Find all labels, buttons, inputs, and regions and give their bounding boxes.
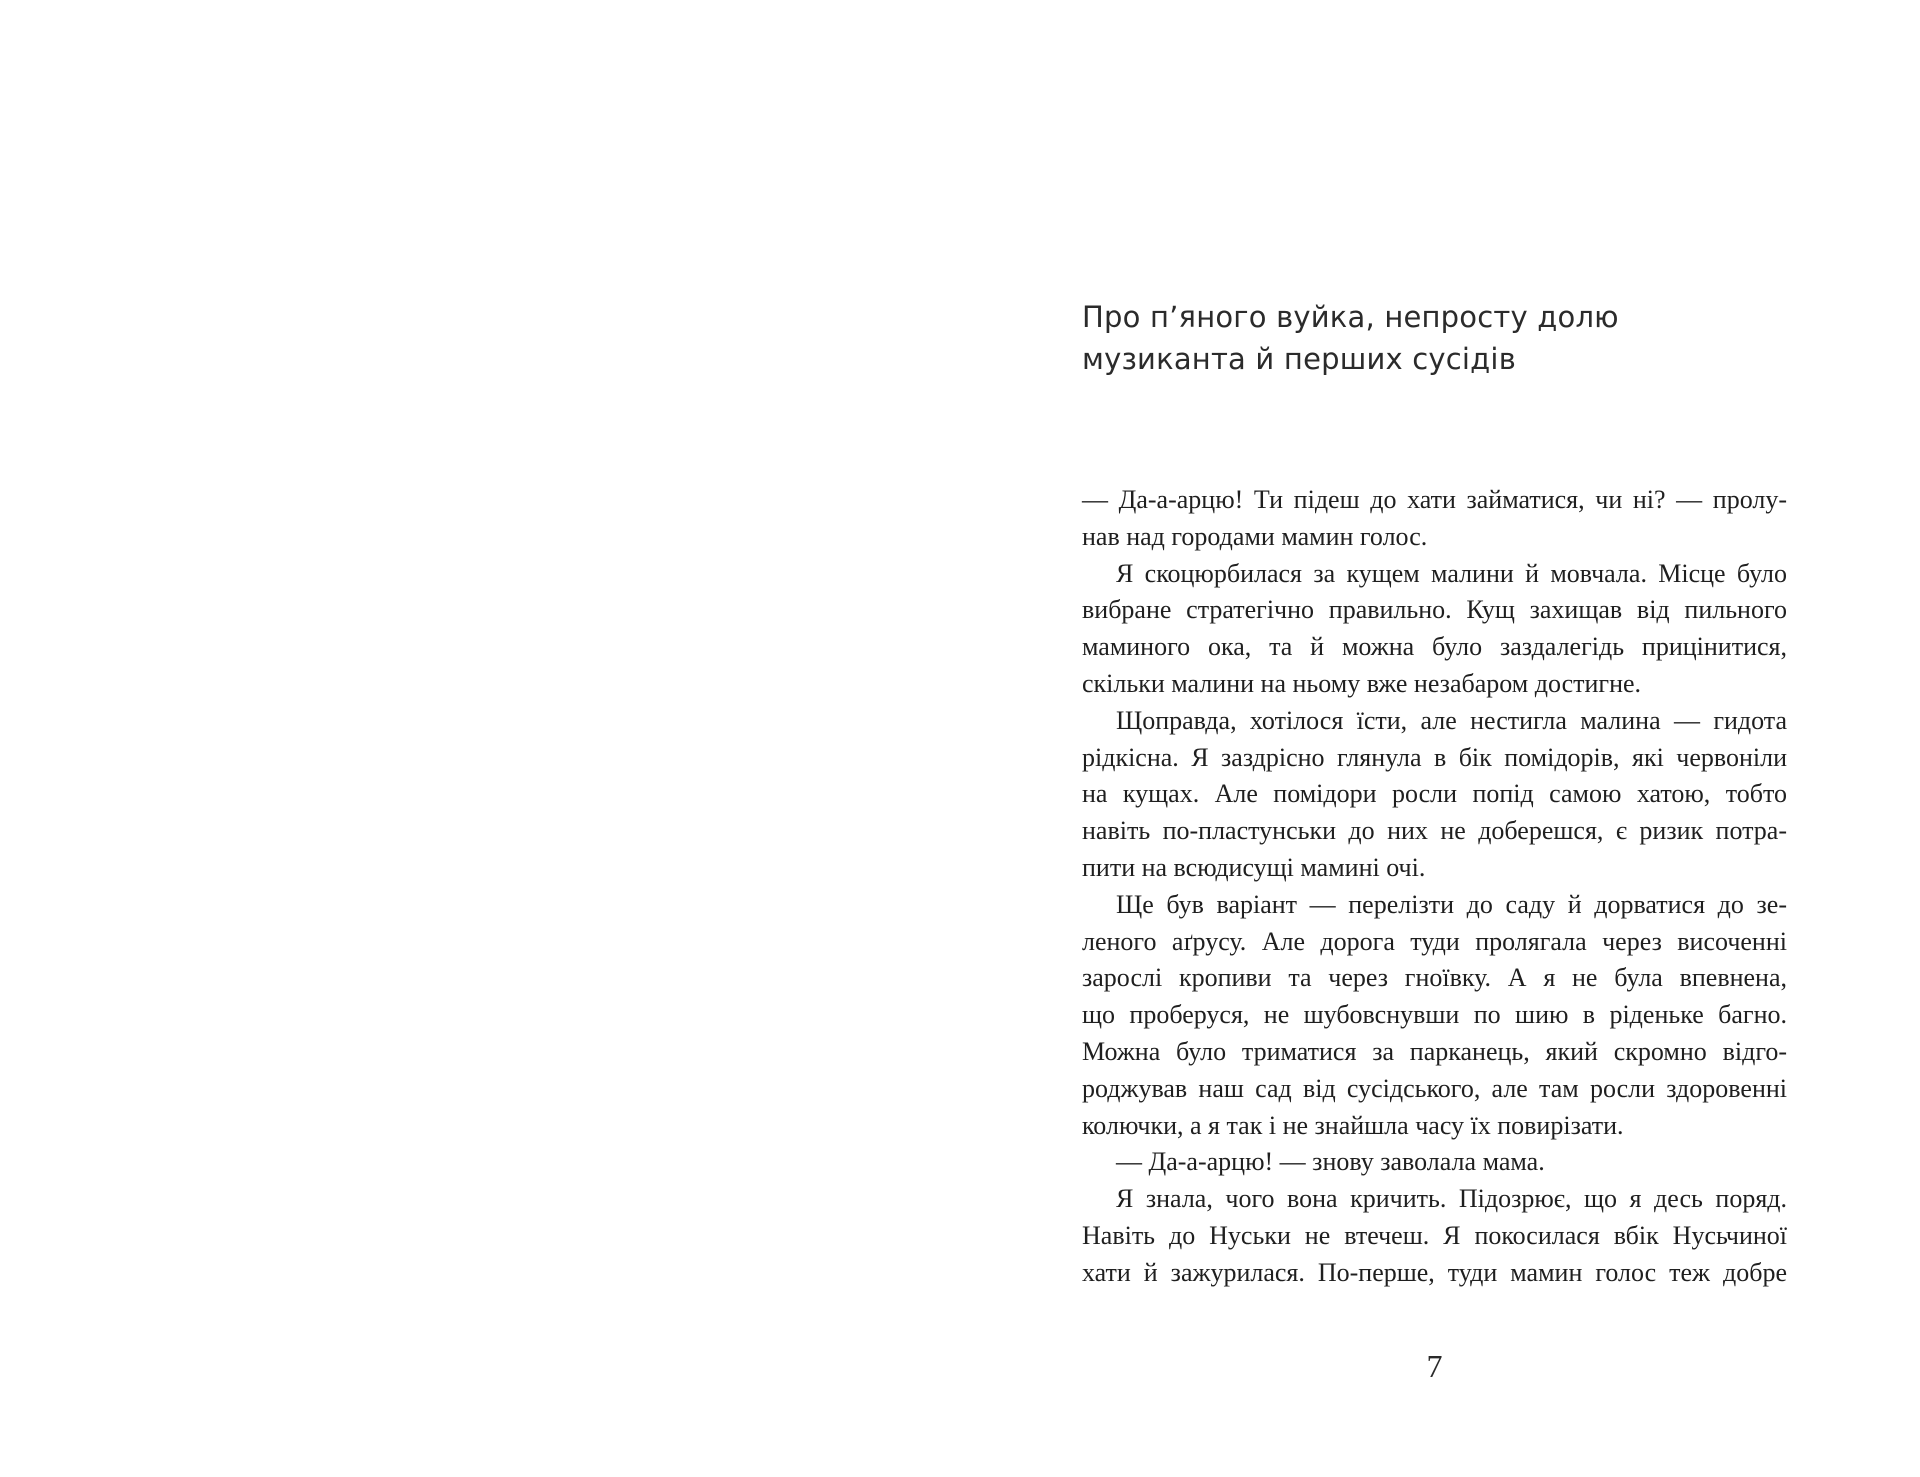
body-line: пити на всюдисущі мамині очі. bbox=[1082, 852, 1426, 882]
body-line: зарослі кропиви та через гноївку. А я не була впевнена, bbox=[1082, 963, 1787, 993]
body-text bbox=[1082, 482, 1787, 1292]
chapter-title-line: музиканта й перших сусідів bbox=[1082, 342, 1516, 376]
paragraph bbox=[1082, 556, 1787, 703]
body-line: колючки, а я так і не знайшла часу їх повирізати. bbox=[1082, 1110, 1624, 1140]
body-line: Щоправда, хотілося їсти, але нестигла малина — гидота bbox=[1116, 705, 1787, 735]
body-line: що проберуся, не шубовснувши по шию в ріденьке багно. bbox=[1082, 1000, 1787, 1030]
paragraph bbox=[1082, 1144, 1787, 1181]
paragraph bbox=[1082, 1181, 1787, 1291]
chapter-title bbox=[1082, 296, 1788, 380]
body-line: на кущах. Але помідори росли попід самою хатою, тобто bbox=[1082, 779, 1787, 809]
page-number: 7 bbox=[1426, 1348, 1443, 1384]
body-line: роджував наш сад від сусідського, але там росли здоровенні bbox=[1082, 1073, 1787, 1103]
body-line: леного аґрусу. Але дорога туди пролягала через височенні bbox=[1082, 926, 1787, 956]
body-line: Можна було триматися за парканець, який скромно відго- bbox=[1082, 1036, 1787, 1066]
body-line: Я скоцюрбилася за кущем малини й мовчала. Місце було bbox=[1116, 558, 1787, 588]
chapter-title-line: Про п’яного вуйка, непросту долю bbox=[1082, 300, 1619, 334]
body-line: маминого ока, та й можна було заздалегідь прицінитися, bbox=[1082, 632, 1787, 662]
paragraph bbox=[1082, 482, 1787, 556]
paragraph bbox=[1082, 887, 1787, 1145]
body-line: Я знала, чого вона кричить. Підозрює, що я десь поряд. bbox=[1116, 1184, 1787, 1214]
body-line: скільки малини на ньому вже незабаром достигне. bbox=[1082, 668, 1642, 698]
body-line: рідкісна. Я заздрісно глянула в бік помідорів, які червоніли bbox=[1082, 742, 1787, 772]
body-line: хати й зажурилася. По-перше, туди мамин голос теж добре bbox=[1082, 1257, 1787, 1287]
body-line: навіть по-пластунськи до них не доберешся, є ризик потра- bbox=[1082, 816, 1787, 846]
body-line: — Да-а-арцю! — знову заволала мама. bbox=[1116, 1147, 1545, 1177]
body-line: вибране стратегічно правильно. Кущ захищав від пильного bbox=[1082, 595, 1787, 625]
paragraph bbox=[1082, 703, 1787, 887]
body-line: Ще був варіант — перелізти до саду й дорватися до зе- bbox=[1116, 889, 1787, 919]
body-line: — Да-а-арцю! Ти підеш до хати займатися, чи ні? — пролу- bbox=[1082, 485, 1787, 514]
body-line: Навіть до Нуськи не втечеш. Я покосилася вбік Нусьчиної bbox=[1082, 1220, 1787, 1250]
body-line: нав над городами мамин голос. bbox=[1082, 521, 1428, 551]
